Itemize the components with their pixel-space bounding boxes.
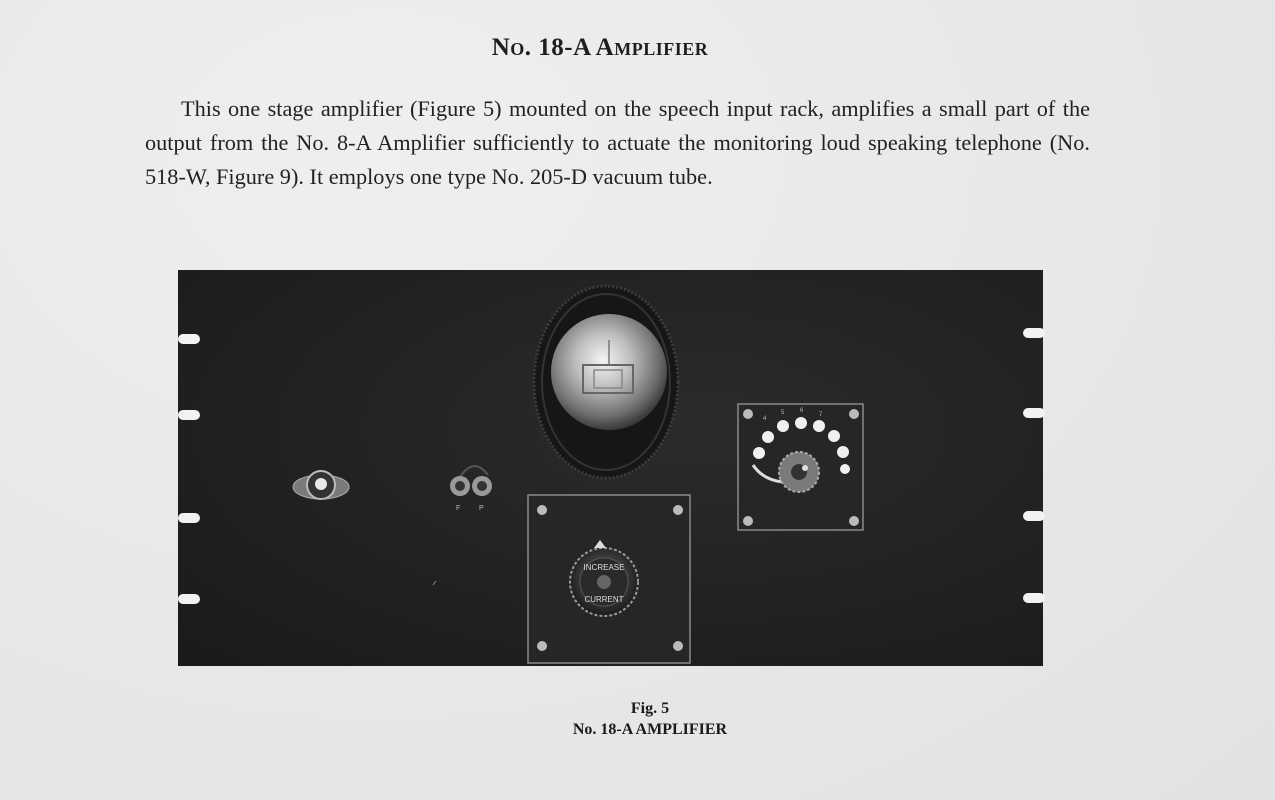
- tap-switch-plate: [738, 404, 863, 530]
- knob-label-current: CURRENT: [584, 595, 624, 604]
- tap-number: 7: [819, 412, 823, 418]
- page-title: No. 18-A Amplifier: [491, 34, 709, 61]
- binding-posts: [450, 466, 492, 512]
- figure-number: Fig. 5: [630, 700, 670, 717]
- figure-caption: [450, 698, 850, 740]
- amplifier-photo: [178, 270, 1043, 666]
- amplifier-panel-illustration: [178, 270, 1043, 666]
- vacuum-tube: [534, 286, 678, 478]
- knob-label-increase: INCREASE: [583, 563, 625, 572]
- tap-number: 4: [763, 416, 767, 422]
- jack: [293, 471, 349, 499]
- jack-label-p: P: [479, 505, 484, 512]
- figure-title: No. 18-A AMPLIFIER: [572, 721, 728, 738]
- tap-number: 5: [781, 410, 785, 416]
- tap-number: 6: [800, 408, 804, 414]
- rheostat-plate: [528, 495, 690, 663]
- body-paragraph: This one stage amplifier (Figure 5) mounted on the speech input rack, amplifies a small part of the output from the No. 8-A Amplifier sufficiently to actuate the monitoring loud speaking telephone (No. 518-W, Figure 9). It employs one type No. 205-D vacuum tube.: [145, 96, 1090, 189]
- jack-label-f: F: [456, 505, 461, 512]
